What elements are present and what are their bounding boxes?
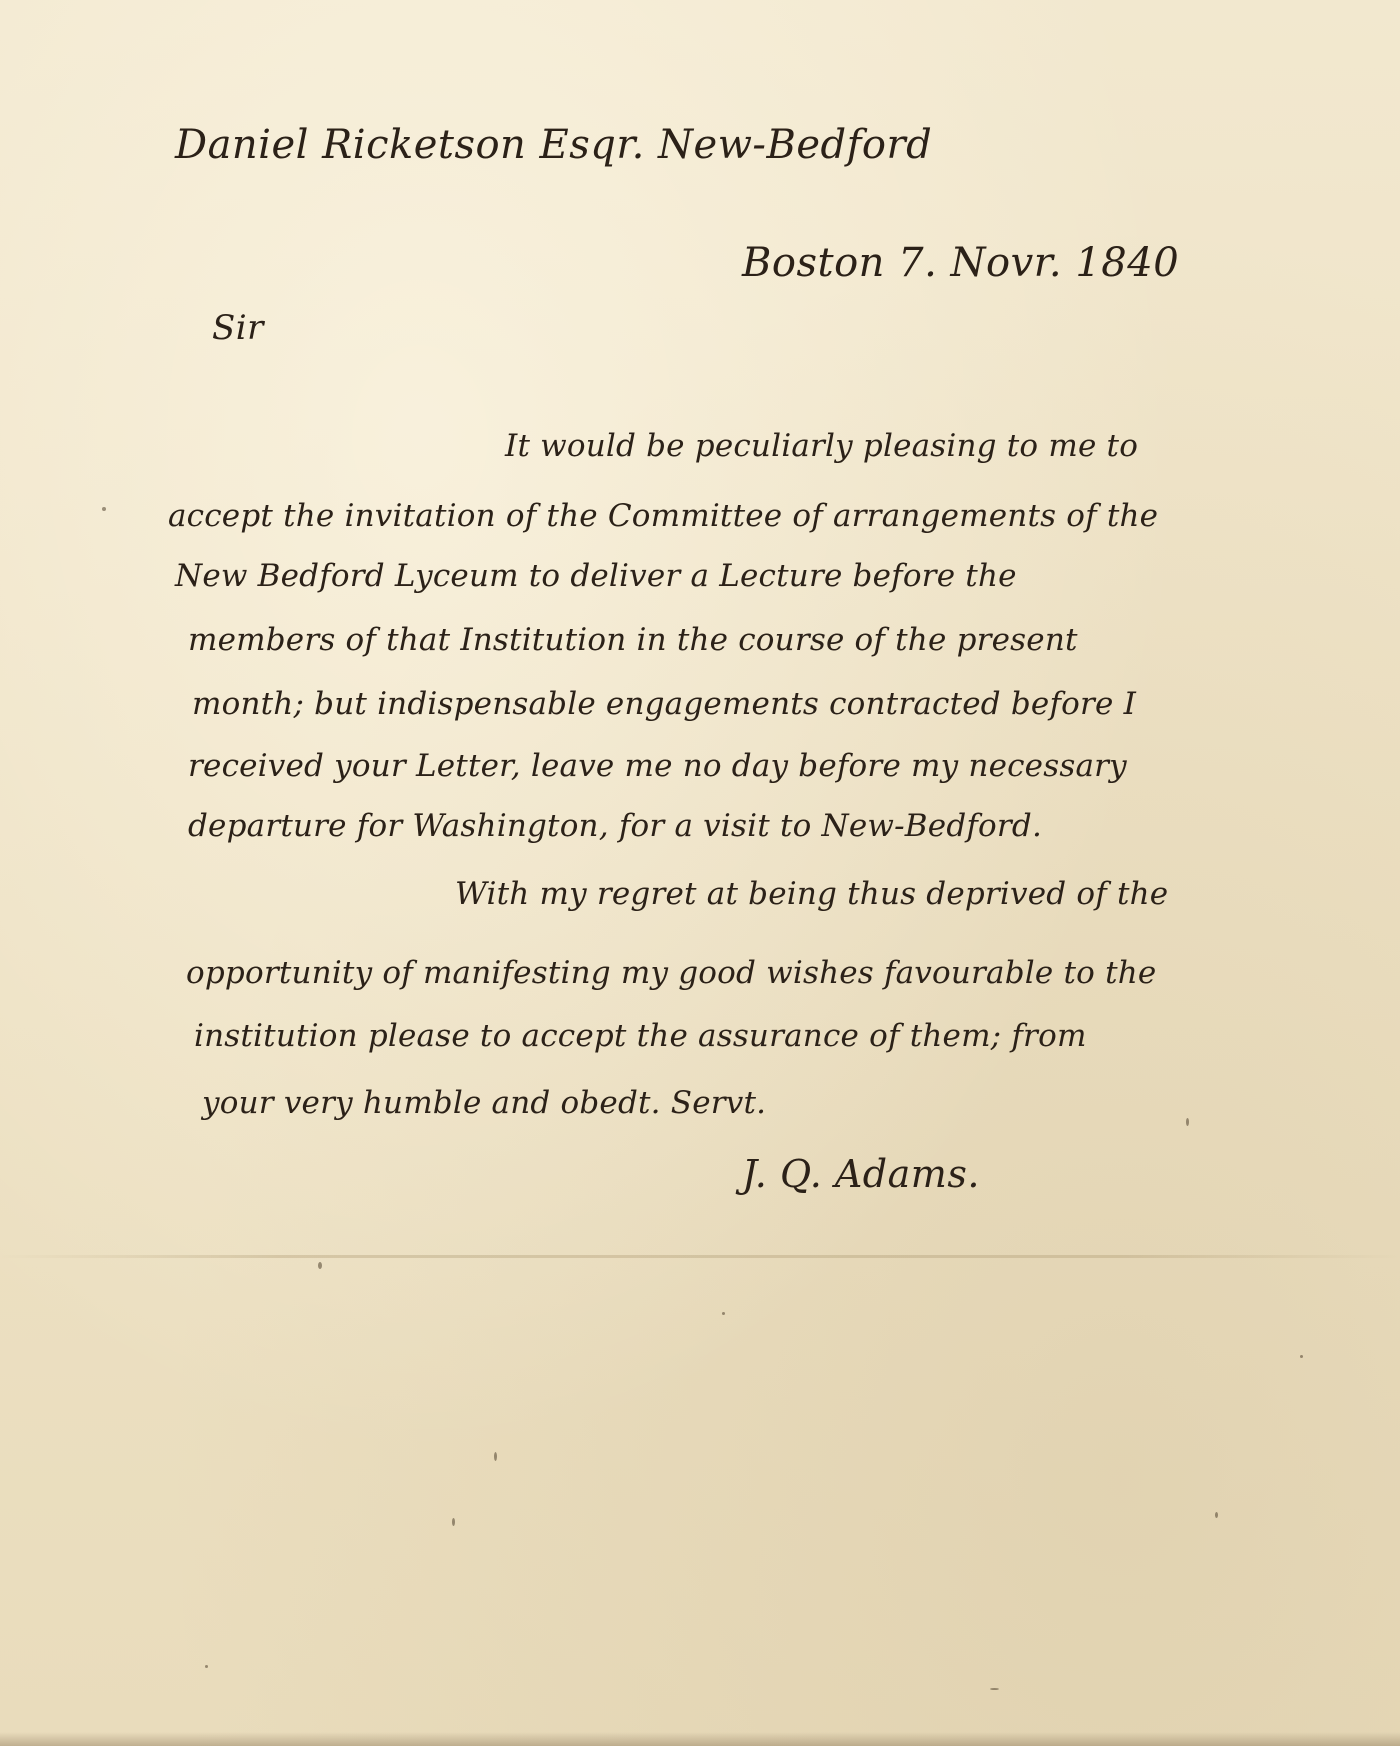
- letter-body-line: month; but indispensable engagements contracted before I: [192, 686, 1137, 722]
- paper-speck: [102, 507, 106, 511]
- letter-body-line: members of that Institution in the course of the present: [188, 622, 1078, 658]
- letter-body-line: opportunity of manifesting my good wishes favourable to the: [186, 955, 1157, 991]
- letter-body-line: institution please to accept the assurance of them; from: [194, 1018, 1087, 1054]
- paper-speck: [494, 1452, 497, 1461]
- paper-speck: [318, 1262, 322, 1269]
- paper-speck: [1186, 1118, 1189, 1126]
- letter-salutation: Sir: [212, 308, 264, 348]
- paper-speck: [205, 1665, 208, 1668]
- letter-body-line: It would be peculiarly pleasing to me to: [505, 428, 1139, 464]
- paper-speck: [1300, 1355, 1303, 1358]
- letter-signature: J. Q. Adams.: [742, 1152, 980, 1196]
- letter-dateline: Boston 7. Novr. 1840: [742, 240, 1180, 286]
- letter-addressee: Daniel Ricketson Esqr. New-Bedford: [175, 122, 933, 168]
- letter-body-line: departure for Washington, for a visit to New-Bedford.: [188, 808, 1043, 844]
- paper-speck: [990, 1688, 999, 1690]
- letter-body-line: With my regret at being thus deprived of the: [455, 876, 1169, 912]
- letter-body-line: accept the invitation of the Committee of arrangements of the: [168, 498, 1159, 534]
- paper-speck: [722, 1312, 725, 1315]
- letter-body-line: New Bedford Lyceum to deliver a Lecture before the: [175, 558, 1017, 594]
- paper-speck: [452, 1518, 455, 1526]
- paper-speck: [1215, 1512, 1218, 1518]
- letter-body-line: received your Letter, leave me no day before my necessary: [188, 748, 1127, 784]
- paper-fold-line: [0, 1255, 1400, 1258]
- letter-body-line: your very humble and obedt. Servt.: [202, 1085, 767, 1121]
- paper-bottom-edge: [0, 1732, 1400, 1746]
